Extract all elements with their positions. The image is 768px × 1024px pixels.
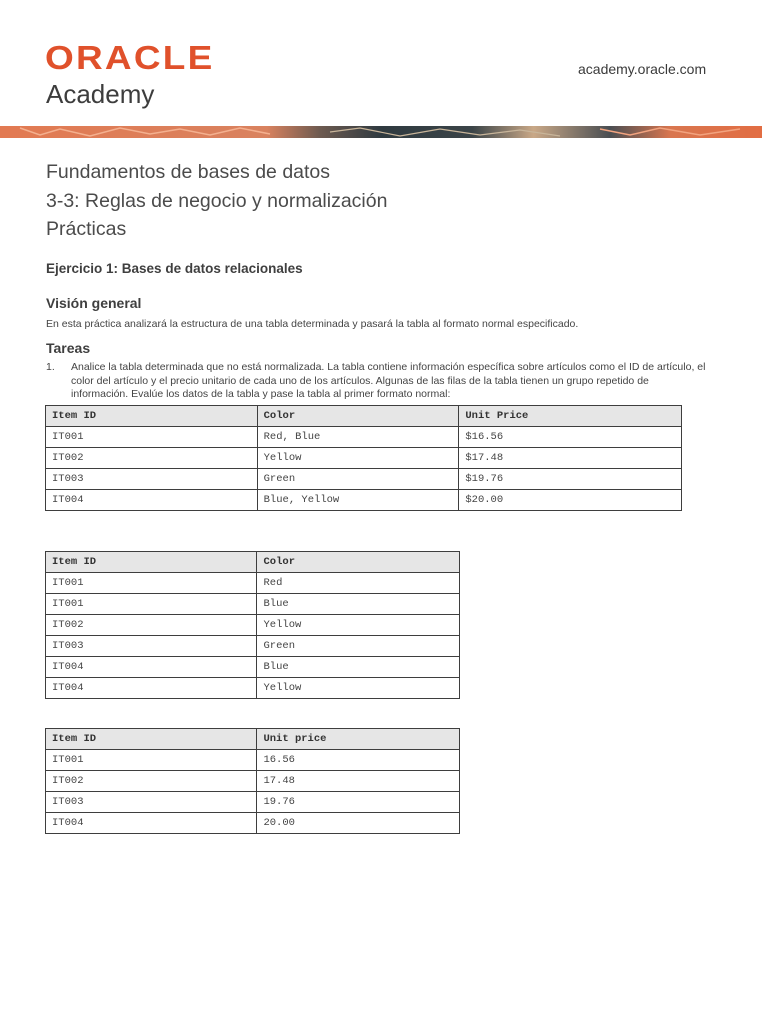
column-header: Unit price <box>257 729 460 750</box>
exercise-heading: Ejercicio 1: Bases de datos relacionales <box>46 261 303 276</box>
table-row <box>46 573 460 594</box>
table-row <box>46 490 682 511</box>
table-cell: Blue <box>257 657 460 678</box>
table-cell: IT001 <box>46 573 257 594</box>
table-cell: Red <box>257 573 460 594</box>
task-text: Analice la tabla determinada que no está normalizada. La tabla contiene información específica sobre artículos como el ID de artículo, el color del artículo y el precio unitario de cada uno de los artículos. Algunas de las filas de la tabla tienen un grupo repetido de información. Evalúe los datos de la tabla y pase la tabla al primer formato normal: <box>71 361 706 400</box>
table-cell: 19.76 <box>257 792 460 813</box>
column-header: Unit Price <box>459 406 682 427</box>
table-cell: Red, Blue <box>257 427 459 448</box>
table-row <box>46 469 682 490</box>
table-cell: IT003 <box>46 469 258 490</box>
item-price-table <box>45 728 460 834</box>
table-cell: IT004 <box>46 813 257 834</box>
table-cell: IT003 <box>46 636 257 657</box>
unnormalized-table <box>45 405 682 511</box>
title-course: Fundamentos de bases de datos <box>46 161 331 183</box>
document-title <box>46 158 387 244</box>
table-cell: 17.48 <box>257 771 460 792</box>
table-row <box>46 636 460 657</box>
column-header: Item ID <box>46 552 257 573</box>
decorative-banner <box>0 126 762 138</box>
table-cell: Yellow <box>257 448 459 469</box>
column-header: Item ID <box>46 406 258 427</box>
table-cell: IT004 <box>46 490 258 511</box>
overview-text: En esta práctica analizará la estructura de una tabla determinada y pasará la tabla al formato normal especificado. <box>46 318 579 330</box>
table-cell: 16.56 <box>257 750 460 771</box>
table-row <box>46 813 460 834</box>
table-cell: IT004 <box>46 678 257 699</box>
academy-logo-text: Academy <box>46 79 155 109</box>
table-cell: Green <box>257 469 459 490</box>
table-cell: $20.00 <box>459 490 682 511</box>
table-cell: IT001 <box>46 427 258 448</box>
table-row <box>46 771 460 792</box>
table-cell: $17.48 <box>459 448 682 469</box>
site-url: academy.oracle.com <box>578 61 707 77</box>
table-row <box>46 427 682 448</box>
table-row <box>46 448 682 469</box>
title-lesson: 3-3: Reglas de negocio y normalización <box>46 189 388 212</box>
table-cell: Yellow <box>257 615 460 636</box>
tasks-heading: Tareas <box>46 340 91 356</box>
table-row <box>46 792 460 813</box>
table-cell: 20.00 <box>257 813 460 834</box>
task-number: 1. <box>46 361 55 373</box>
table-cell: IT002 <box>46 448 258 469</box>
table-cell: IT003 <box>46 792 257 813</box>
table-cell: $19.76 <box>459 469 682 490</box>
table-cell: IT004 <box>46 657 257 678</box>
overview-heading: Visión general <box>46 295 142 311</box>
item-color-table <box>45 551 460 699</box>
table-cell: Blue <box>257 594 460 615</box>
oracle-logo: ORACLE <box>45 39 215 76</box>
table-row <box>46 678 460 699</box>
table-cell: Yellow <box>257 678 460 699</box>
table-cell: IT001 <box>46 594 257 615</box>
title-practice: Prácticas <box>46 218 127 240</box>
table-header-row <box>46 552 460 573</box>
column-header: Color <box>257 406 459 427</box>
table-row <box>46 594 460 615</box>
table-row <box>46 750 460 771</box>
table-cell: IT001 <box>46 750 257 771</box>
table-cell: Green <box>257 636 460 657</box>
table-header-row <box>46 406 682 427</box>
column-header: Color <box>257 552 460 573</box>
table-row <box>46 615 460 636</box>
table-cell: IT002 <box>46 615 257 636</box>
table-cell: $16.56 <box>459 427 682 448</box>
table-cell: IT002 <box>46 771 257 792</box>
table-header-row <box>46 729 460 750</box>
column-header: Item ID <box>46 729 257 750</box>
table-row <box>46 657 460 678</box>
table-cell: Blue, Yellow <box>257 490 459 511</box>
